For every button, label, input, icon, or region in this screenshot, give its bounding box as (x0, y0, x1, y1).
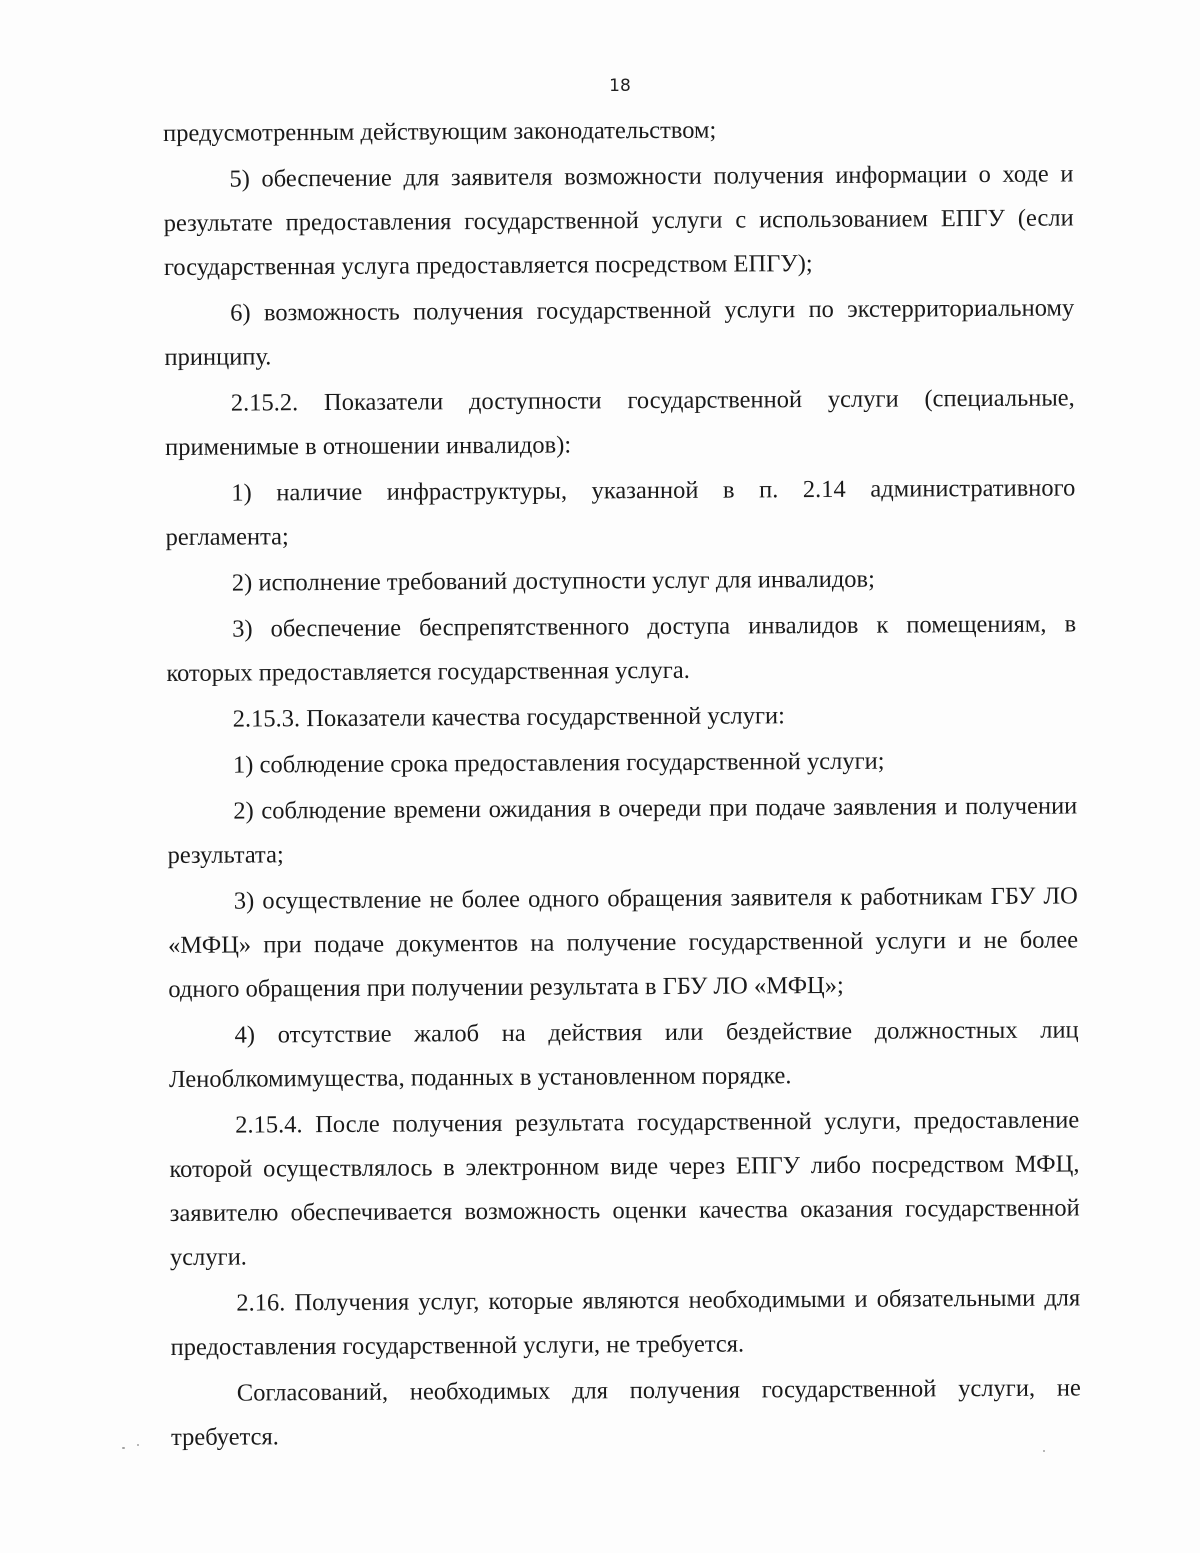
page-number: 18 (609, 76, 631, 96)
paragraph-item-5-info-epgu: 5) обеспечение для заявителя возможности получения информации о ходе и результате предоставления государственной услуги с использованием ЕПГУ (если государственная услуга предоставляется посредством ЕПГУ); (163, 160, 1074, 281)
paragraph-2-15-4: 2.15.4. После получения результата государственной услуги, предоставление которой осуществлялось в электронном виде через ЕПГУ либо посредством МФЦ, заявителю обеспечивается возможность оценки качества оказания государственной услуги. (169, 1106, 1080, 1271)
paragraph-2-15-2-heading: 2.15.2. Показатели доступности государственной услуги (специальные, применимые в отношении инвалидов): (164, 384, 1075, 461)
paragraph-2-15-3-item-1: 1) соблюдение срока предоставления государственной услуги; (232, 747, 885, 779)
paragraph-approvals: Согласований, необходимых для получения государственной услуги, не требуется. (171, 1374, 1081, 1451)
scan-speck (1043, 1450, 1045, 1452)
paragraph-2-15-2-item-1: 1) наличие инфраструктуры, указанной в п. 2.14 административного регламента; (165, 474, 1076, 551)
scan-speck (122, 1447, 125, 1449)
scan-speck (137, 1444, 139, 1446)
paragraph-2-15-3-item-2: 2) соблюдение времени ожидания в очереди при подаче заявления и получении результата; (167, 792, 1078, 869)
paragraph-continuation: предусмотренным действующим законодательством; (163, 116, 717, 147)
paragraph-2-16: 2.16. Получения услуг, которые являются необходимыми и обязательными для предоставления государственной услуги, не требуется. (170, 1284, 1081, 1361)
paragraph-item-6-exterritorial: 6) возможность получения государственной услуги по экстерриториальному принципу. (164, 294, 1075, 371)
paragraph-2-15-2-item-3: 3) обеспечение беспрепятственного доступа инвалидов к помещениям, в которых предоставляется государственная услуга. (166, 610, 1077, 687)
document-body (163, 106, 1081, 1462)
paragraph-2-15-3-heading: 2.15.3. Показатели качества государственной услуги: (232, 702, 785, 733)
paragraph-2-15-3-item-4: 4) отсутствие жалоб на действия или бездействие должностных лиц Леноблкомимущества, поданных в установленном порядке. (168, 1016, 1079, 1093)
paragraph-2-15-3-item-3: 3) осуществление не более одного обращения заявителя к работникам ГБУ ЛО «МФЦ» при подаче документов на получение государственной услуги и не более одного обращения при получении результата в ГБУ ЛО «МФЦ»; (168, 882, 1079, 1003)
paragraph-2-15-2-item-2: 2) исполнение требований доступности услуг для инвалидов; (231, 565, 875, 597)
